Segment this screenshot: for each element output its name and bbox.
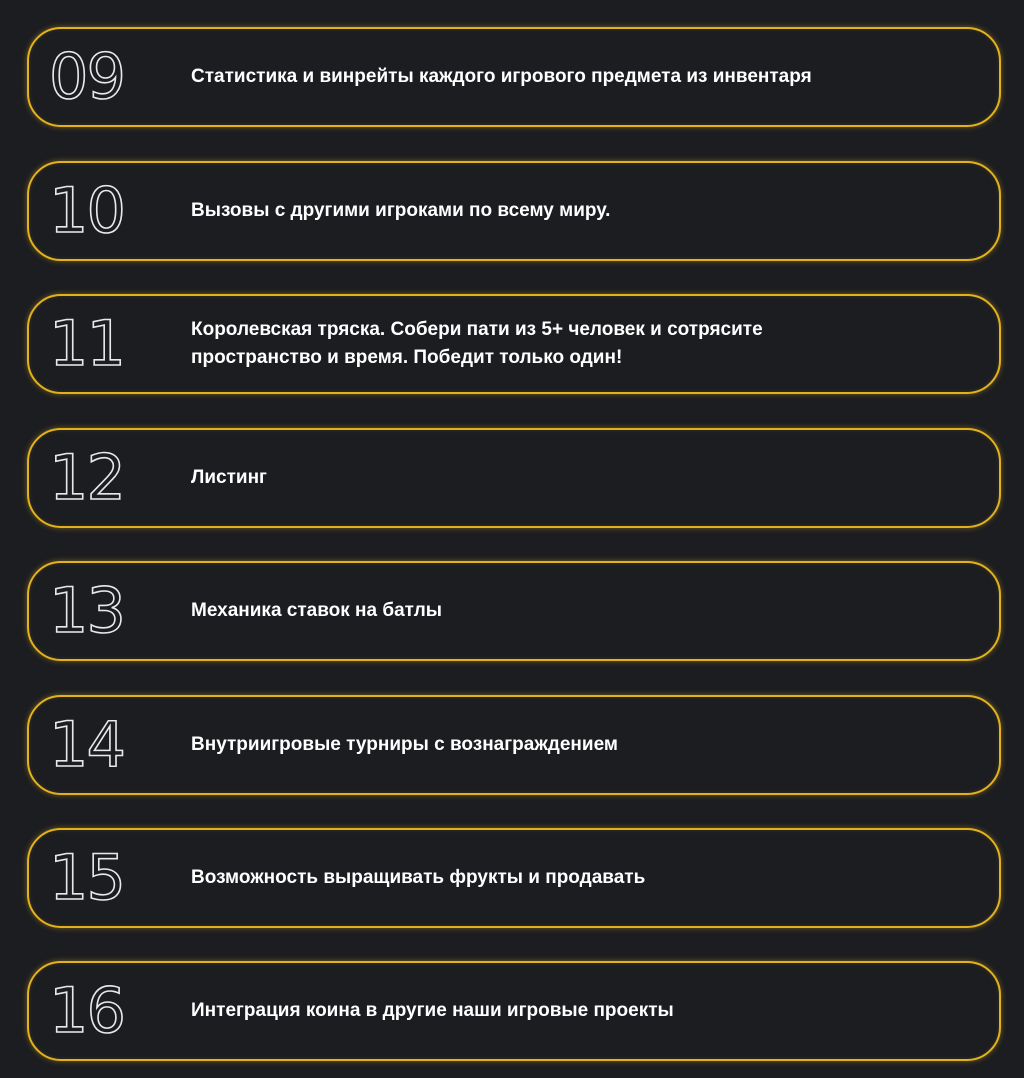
item-number: 11 <box>49 307 124 380</box>
item-number: 14 <box>49 708 124 781</box>
roadmap-item <box>27 561 1001 661</box>
item-number: 12 <box>49 441 124 514</box>
item-text: Внутриигровые турниры с вознаграждением <box>191 734 618 755</box>
roadmap-item <box>27 161 1001 261</box>
roadmap-item <box>27 961 1001 1061</box>
roadmap-item <box>27 695 1001 795</box>
item-text: Статистика и винрейты каждого игрового предмета из инвентаря <box>191 66 812 87</box>
roadmap-item <box>27 294 1001 394</box>
item-text: Листинг <box>191 467 267 488</box>
item-text: Интеграция коина в другие наши игровые проекты <box>191 1000 674 1021</box>
roadmap-item <box>27 428 1001 528</box>
item-number: 15 <box>49 841 124 914</box>
item-text: Механика ставок на батлы <box>191 600 443 621</box>
roadmap-item <box>27 27 1001 127</box>
item-text: Вызовы с другими игроками по всему миру. <box>191 200 611 221</box>
item-text: Возможность выращивать фрукты и продавать <box>191 867 646 888</box>
item-number: 09 <box>49 40 124 113</box>
item-number: 13 <box>49 574 124 647</box>
item-text: Королевская тряска. Собери пати из 5+ человек и сотрясите пространство и время. Победит только один! <box>191 319 763 368</box>
item-number: 16 <box>49 974 124 1047</box>
roadmap-item <box>27 828 1001 928</box>
item-number: 10 <box>49 174 124 247</box>
